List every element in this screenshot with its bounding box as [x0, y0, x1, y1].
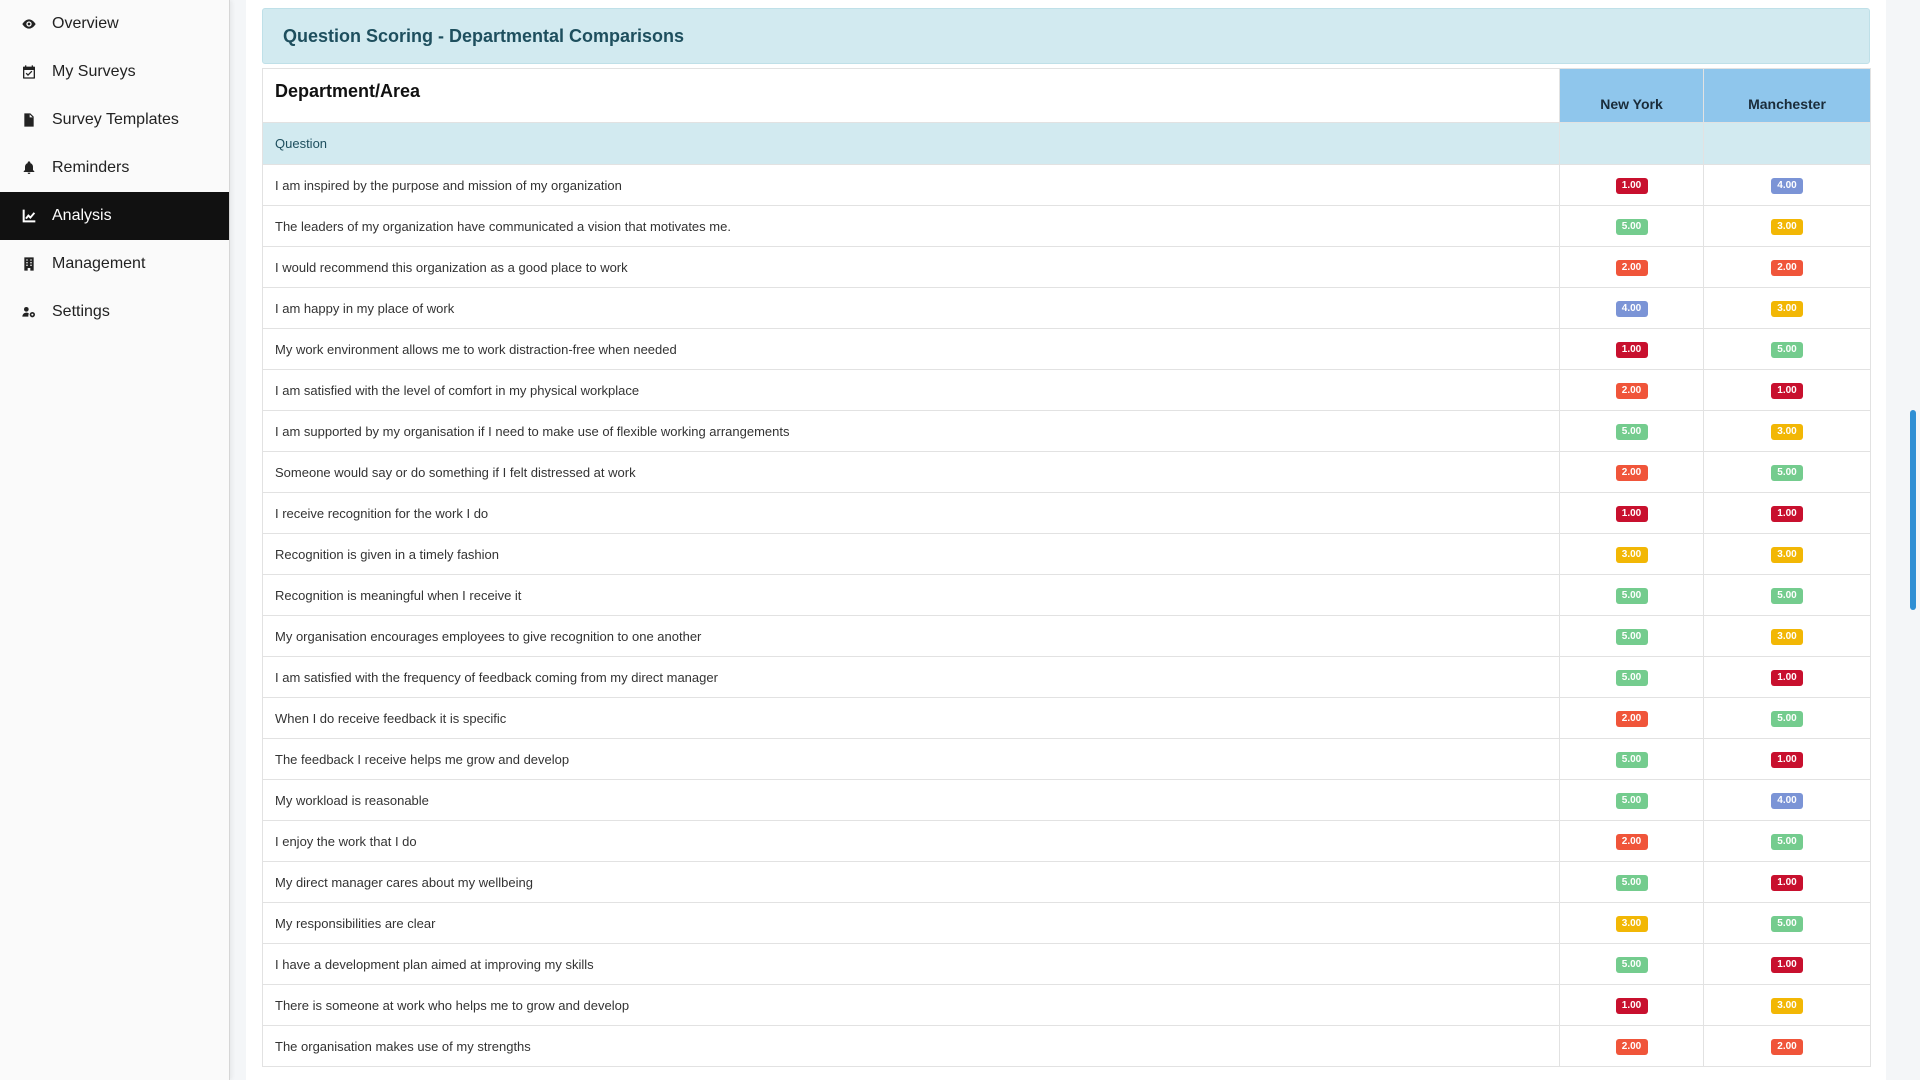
sidebar: [0, 0, 230, 1080]
score-badge: 5.00: [1771, 465, 1803, 481]
score-badge: 5.00: [1771, 342, 1803, 358]
file-icon: [20, 111, 38, 129]
score-cell-manchester: [1704, 1026, 1871, 1067]
dept-header: Department/Area: [263, 69, 1560, 123]
score-badge: 3.00: [1616, 916, 1648, 932]
score-badge: 5.00: [1616, 219, 1648, 235]
sidebar-item-analysis[interactable]: [0, 192, 229, 240]
question-text: I am satisfied with the frequency of feedback coming from my direct manager: [263, 657, 1560, 698]
score-cell-new-york: [1560, 862, 1704, 903]
score-badge: 4.00: [1771, 793, 1803, 809]
table-row: [263, 288, 1871, 329]
question-text: I am satisfied with the level of comfort in my physical workplace: [263, 370, 1560, 411]
chart-line-icon: [20, 207, 38, 225]
score-badge: 1.00: [1771, 383, 1803, 399]
scrollbar-thumb[interactable]: [1910, 410, 1916, 610]
score-cell-new-york: [1560, 288, 1704, 329]
score-cell-new-york: [1560, 657, 1704, 698]
score-badge: 5.00: [1616, 670, 1648, 686]
score-badge: 5.00: [1616, 752, 1648, 768]
score-badge: 3.00: [1771, 998, 1803, 1014]
table-row: [263, 698, 1871, 739]
panel-title: Question Scoring - Departmental Comparisons: [283, 25, 685, 46]
score-badge: 1.00: [1771, 752, 1803, 768]
score-cell-new-york: [1560, 739, 1704, 780]
table-row: [263, 657, 1871, 698]
score-cell-new-york: [1560, 780, 1704, 821]
score-badge: 5.00: [1616, 957, 1648, 973]
score-badge: 3.00: [1771, 629, 1803, 645]
score-cell-manchester: [1704, 944, 1871, 985]
table-row: [263, 862, 1871, 903]
table-row: [263, 780, 1871, 821]
score-cell-manchester: [1704, 657, 1871, 698]
table-row: [263, 616, 1871, 657]
question-scoring-panel: [262, 8, 1870, 1067]
main-content: [246, 0, 1886, 1080]
question-text: I enjoy the work that I do: [263, 821, 1560, 862]
score-cell-new-york: [1560, 944, 1704, 985]
sidebar-item-label: My Surveys: [52, 63, 136, 80]
score-cell-new-york: [1560, 616, 1704, 657]
question-header: Question: [263, 123, 1560, 165]
score-cell-manchester: [1704, 247, 1871, 288]
table-row: [263, 739, 1871, 780]
table-row: [263, 370, 1871, 411]
sidebar-item-reminders[interactable]: [0, 144, 229, 192]
sidebar-item-survey-templates[interactable]: [0, 96, 229, 144]
score-cell-new-york: [1560, 985, 1704, 1026]
score-cell-manchester: [1704, 616, 1871, 657]
eye-icon: [20, 15, 38, 33]
sidebar-item-label: Settings: [52, 303, 110, 320]
question-text: Someone would say or do something if I felt distressed at work: [263, 452, 1560, 493]
scrollbar-track[interactable]: [1906, 0, 1920, 1080]
score-badge: 1.00: [1771, 875, 1803, 891]
score-cell-manchester: [1704, 452, 1871, 493]
score-cell-manchester: [1704, 370, 1871, 411]
table-row: [263, 206, 1871, 247]
column-header-manchester[interactable]: Manchester: [1704, 69, 1871, 123]
score-cell-new-york: [1560, 534, 1704, 575]
building-icon: [20, 255, 38, 273]
sidebar-item-label: Survey Templates: [52, 111, 179, 128]
score-cell-manchester: [1704, 329, 1871, 370]
score-cell-manchester: [1704, 206, 1871, 247]
sidebar-item-label: Overview: [52, 15, 119, 32]
score-cell-manchester: [1704, 985, 1871, 1026]
question-header-row: [263, 123, 1871, 165]
table-row: [263, 821, 1871, 862]
sidebar-item-settings[interactable]: [0, 288, 229, 336]
calendar-check-icon: [20, 63, 38, 81]
score-badge: 5.00: [1771, 834, 1803, 850]
score-badge: 5.00: [1616, 629, 1648, 645]
question-text: My work environment allows me to work distraction-free when needed: [263, 329, 1560, 370]
question-text: Recognition is given in a timely fashion: [263, 534, 1560, 575]
table-row: [263, 575, 1871, 616]
score-badge: 2.00: [1616, 711, 1648, 727]
table-row: [263, 944, 1871, 985]
score-cell-manchester: [1704, 903, 1871, 944]
question-text: I would recommend this organization as a good place to work: [263, 247, 1560, 288]
score-badge: 1.00: [1616, 342, 1648, 358]
table-row: [263, 411, 1871, 452]
score-badge: 3.00: [1771, 219, 1803, 235]
score-badge: 4.00: [1771, 178, 1803, 194]
score-badge: 3.00: [1771, 301, 1803, 317]
question-text: I am inspired by the purpose and mission of my organization: [263, 165, 1560, 206]
score-badge: 1.00: [1771, 670, 1803, 686]
score-badge: 2.00: [1771, 260, 1803, 276]
question-text: The feedback I receive helps me grow and develop: [263, 739, 1560, 780]
question-text: My responsibilities are clear: [263, 903, 1560, 944]
table-header-row: [263, 69, 1871, 123]
table-row: [263, 452, 1871, 493]
table-row: [263, 985, 1871, 1026]
score-cell-new-york: [1560, 1026, 1704, 1067]
score-cell-new-york: [1560, 165, 1704, 206]
score-cell-manchester: [1704, 165, 1871, 206]
sidebar-item-my-surveys[interactable]: [0, 48, 229, 96]
question-text: When I do receive feedback it is specific: [263, 698, 1560, 739]
score-badge: 5.00: [1771, 916, 1803, 932]
score-cell-new-york: [1560, 247, 1704, 288]
users-cog-icon: [20, 303, 38, 321]
sidebar-item-label: Reminders: [52, 159, 130, 176]
sidebar-item-label: Analysis: [52, 207, 112, 224]
score-badge: 5.00: [1616, 793, 1648, 809]
score-cell-manchester: [1704, 575, 1871, 616]
table-row: [263, 247, 1871, 288]
score-cell-manchester: [1704, 534, 1871, 575]
score-cell-manchester: [1704, 739, 1871, 780]
score-badge: 3.00: [1771, 424, 1803, 440]
table-row: [263, 329, 1871, 370]
question-text: I have a development plan aimed at improving my skills: [263, 944, 1560, 985]
question-text: There is someone at work who helps me to grow and develop: [263, 985, 1560, 1026]
column-header-new-york[interactable]: New York: [1560, 69, 1704, 123]
question-text: I receive recognition for the work I do: [263, 493, 1560, 534]
score-badge: 2.00: [1616, 383, 1648, 399]
score-badge: 1.00: [1771, 506, 1803, 522]
score-cell-new-york: [1560, 493, 1704, 534]
score-cell-new-york: [1560, 452, 1704, 493]
score-cell-new-york: [1560, 698, 1704, 739]
sidebar-nav: [0, 0, 229, 336]
score-cell-new-york: [1560, 575, 1704, 616]
table-row: [263, 903, 1871, 944]
score-cell-new-york: [1560, 903, 1704, 944]
score-badge: 2.00: [1616, 260, 1648, 276]
question-text: The organisation makes use of my strengths: [263, 1026, 1560, 1067]
score-cell-manchester: [1704, 780, 1871, 821]
question-text: My organisation encourages employees to give recognition to one another: [263, 616, 1560, 657]
score-cell-manchester: [1704, 821, 1871, 862]
table-row: [263, 1026, 1871, 1067]
table-row: [263, 165, 1871, 206]
question-text: The leaders of my organization have communicated a vision that motivates me.: [263, 206, 1560, 247]
score-badge: 4.00: [1616, 301, 1648, 317]
bell-icon: [20, 159, 38, 177]
scoring-table: [262, 68, 1871, 1067]
score-badge: 1.00: [1771, 957, 1803, 973]
score-badge: 2.00: [1616, 1039, 1648, 1055]
question-text: My workload is reasonable: [263, 780, 1560, 821]
sidebar-item-overview[interactable]: [0, 0, 229, 48]
score-badge: 5.00: [1616, 588, 1648, 604]
sidebar-item-management[interactable]: [0, 240, 229, 288]
question-text: I am supported by my organisation if I need to make use of flexible working arrangements: [263, 411, 1560, 452]
score-badge: 5.00: [1771, 588, 1803, 604]
question-header-blank: [1560, 123, 1704, 165]
score-cell-manchester: [1704, 698, 1871, 739]
score-cell-manchester: [1704, 288, 1871, 329]
table-row: [263, 534, 1871, 575]
question-header-blank: [1704, 123, 1871, 165]
score-cell-manchester: [1704, 862, 1871, 903]
score-cell-new-york: [1560, 206, 1704, 247]
score-badge: 1.00: [1616, 506, 1648, 522]
score-badge: 5.00: [1616, 875, 1648, 891]
panel-header: [262, 8, 1870, 64]
question-text: Recognition is meaningful when I receive it: [263, 575, 1560, 616]
score-badge: 2.00: [1616, 834, 1648, 850]
score-badge: 5.00: [1771, 711, 1803, 727]
score-cell-new-york: [1560, 370, 1704, 411]
score-cell-new-york: [1560, 821, 1704, 862]
question-text: I am happy in my place of work: [263, 288, 1560, 329]
score-badge: 2.00: [1771, 1039, 1803, 1055]
score-cell-new-york: [1560, 329, 1704, 370]
score-badge: 5.00: [1616, 424, 1648, 440]
score-cell-new-york: [1560, 411, 1704, 452]
score-badge: 3.00: [1771, 547, 1803, 563]
table-row: [263, 493, 1871, 534]
sidebar-item-label: Management: [52, 255, 146, 272]
question-text: My direct manager cares about my wellbeing: [263, 862, 1560, 903]
score-badge: 1.00: [1616, 998, 1648, 1014]
score-cell-manchester: [1704, 411, 1871, 452]
score-badge: 3.00: [1616, 547, 1648, 563]
score-badge: 2.00: [1616, 465, 1648, 481]
score-cell-manchester: [1704, 493, 1871, 534]
score-badge: 1.00: [1616, 178, 1648, 194]
